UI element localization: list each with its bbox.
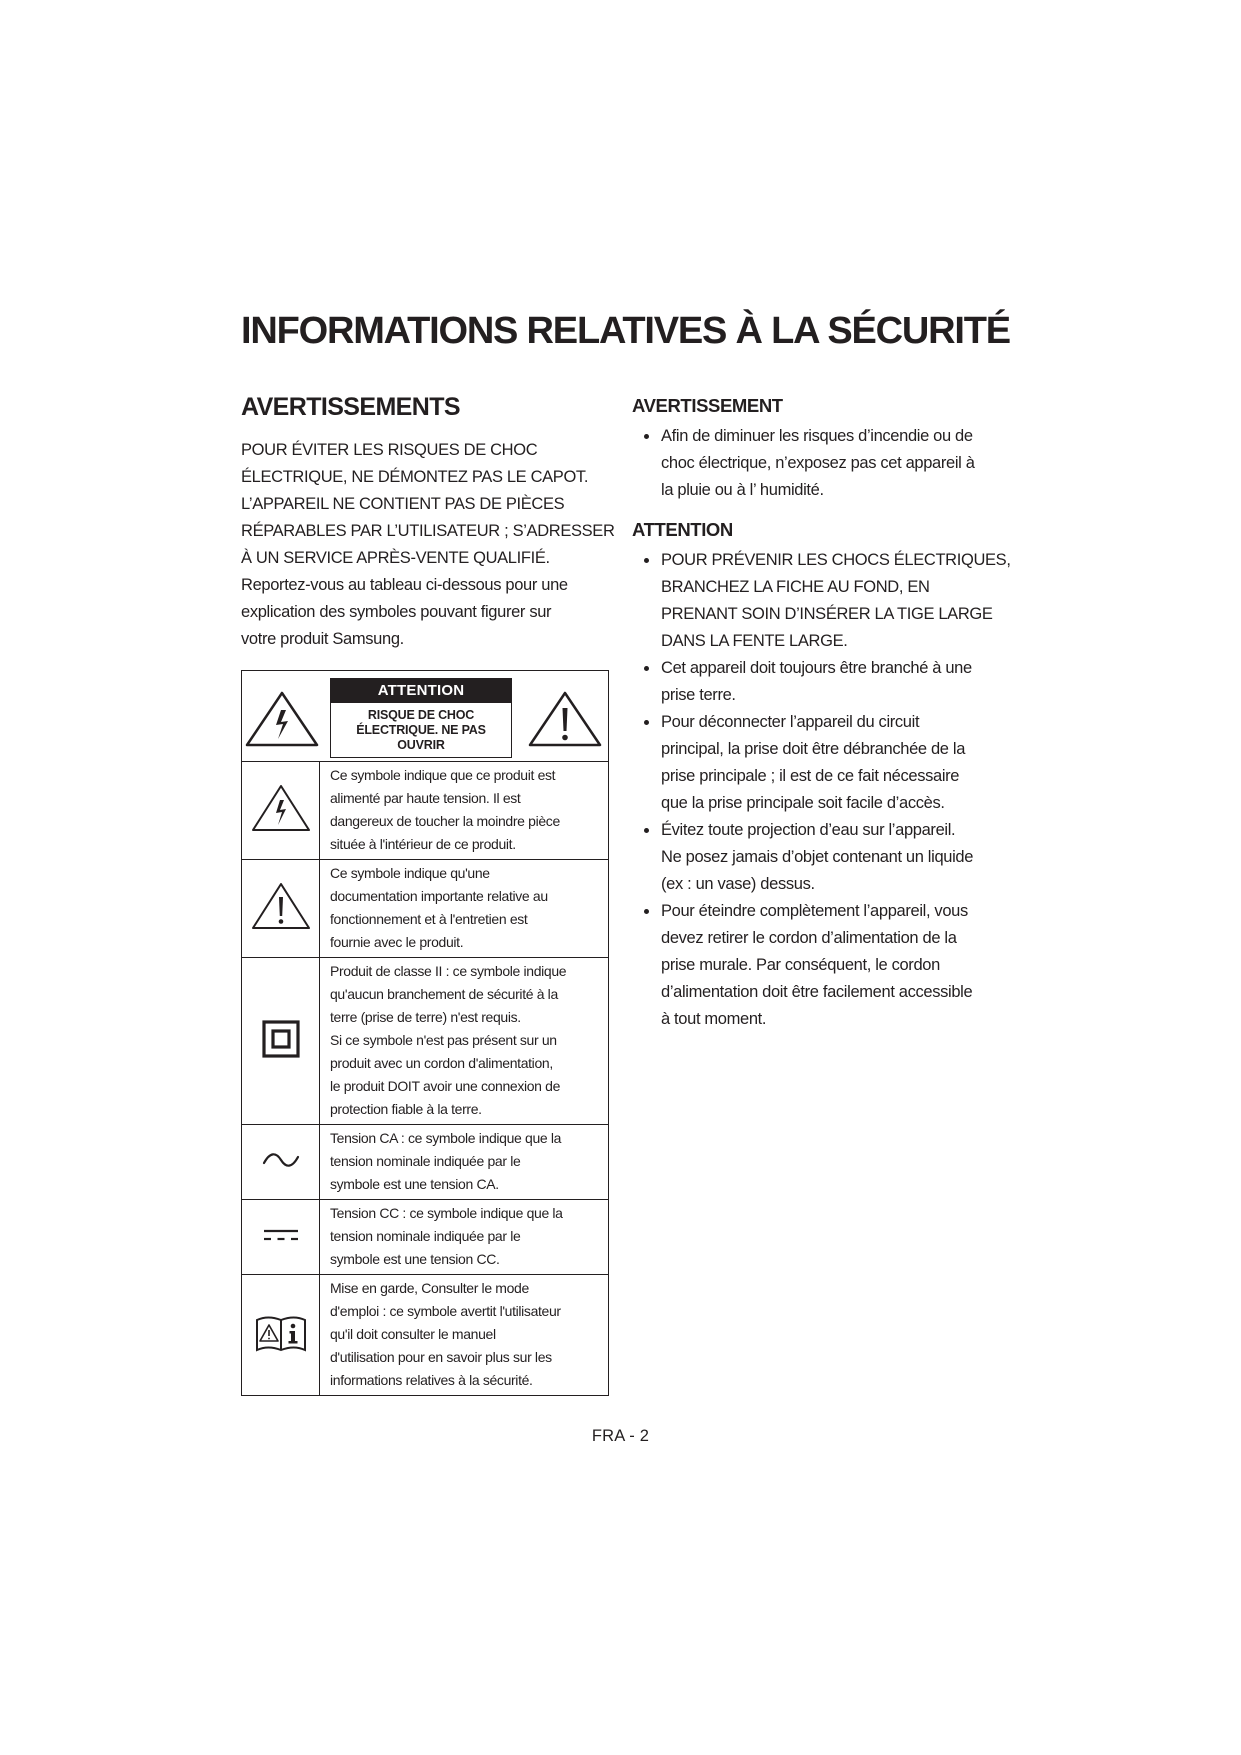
- subsection-title-avertissement: AVERTISSEMENT: [632, 395, 783, 416]
- symbol-description-line: tension nominale indiquée par le: [330, 1228, 521, 1244]
- high-voltage-triangle-icon: [250, 783, 312, 833]
- high-voltage-triangle-icon: [244, 690, 320, 748]
- symbol-row: [242, 1200, 609, 1275]
- bullet-line: BRANCHEZ LA FICHE AU FOND, EN: [661, 578, 930, 596]
- symbol-description-line: fonctionnement et à l'entretien est: [330, 911, 528, 927]
- consult-manual-icon: [254, 1313, 308, 1353]
- intro-line: explication des symboles pouvant figurer sur: [241, 603, 552, 621]
- symbol-description-line: Ce symbole indique que ce produit est: [330, 767, 556, 783]
- warning-label-cell: [242, 671, 609, 762]
- symbol-row: [242, 1275, 609, 1396]
- symbol-description: [320, 1275, 609, 1396]
- symbol-row: [242, 1125, 609, 1200]
- bullet-line: DANS LA FENTE LARGE.: [661, 632, 848, 650]
- bullet-line: Ne posez jamais d’objet contenant un liquide: [661, 848, 974, 866]
- symbol-description-line: informations relatives à la sécurité.: [330, 1372, 533, 1388]
- bullet-item: [632, 655, 1002, 709]
- caution-label-line: OUVRIR: [397, 738, 445, 752]
- symbol-description-line: produit avec un cordon d'alimentation,: [330, 1055, 553, 1071]
- symbol-description-line: d'utilisation pour en savoir plus sur les: [330, 1349, 552, 1365]
- bullet-item: [632, 423, 1002, 504]
- bullet-line: à tout moment.: [661, 1010, 767, 1028]
- caution-label-heading: ATTENTION: [331, 679, 511, 703]
- symbol-description-line: Tension CA : ce symbole indique que la: [330, 1130, 562, 1146]
- page-number: FRA - 2: [591, 1427, 650, 1445]
- bullet-line: POUR PRÉVENIR LES CHOCS ÉLECTRIQUES,: [661, 551, 1011, 569]
- bullet-line: devez retirer le cordon d’alimentation de la: [661, 929, 957, 947]
- intro-line: POUR ÉVITER LES RISQUES DE CHOC: [241, 441, 538, 459]
- symbol-description-line: qu'il doit consulter le manuel: [330, 1326, 496, 1342]
- dc-voltage-icon: [262, 1227, 300, 1243]
- symbol-description-line: symbole est une tension CA.: [330, 1176, 499, 1192]
- symbol-table: [241, 670, 609, 1396]
- symbol-description-line: d'emploi : ce symbole avertit l'utilisateur: [330, 1303, 561, 1319]
- bullet-line: prise principale ; il est de ce fait nécessaire: [661, 767, 960, 785]
- symbol-icon-cell: [242, 1125, 320, 1200]
- bullet-line: choc électrique, n’exposez pas cet appareil à: [661, 454, 975, 472]
- symbol-description-line: Ce symbole indique qu'une: [330, 865, 490, 881]
- symbol-description-line: protection fiable à la terre.: [330, 1101, 482, 1117]
- intro-line: Reportez-vous au tableau ci-dessous pour une: [241, 576, 568, 594]
- intro-line: votre produit Samsung.: [241, 630, 404, 648]
- symbol-table-header-row: [242, 671, 609, 762]
- class-ii-double-square-icon: [261, 1019, 301, 1059]
- bullet-item: [632, 547, 1011, 655]
- symbol-description-line: qu'aucun branchement de sécurité à la: [330, 986, 558, 1002]
- symbol-description-line: Mise en garde, Consulter le mode: [330, 1280, 529, 1296]
- page-title: INFORMATIONS RELATIVES À LA SÉCURITÉ: [241, 310, 1010, 352]
- intro-line: ÉLECTRIQUE, NE DÉMONTEZ PAS LE CAPOT.: [241, 468, 589, 486]
- caution-label-line: RISQUE DE CHOC: [367, 708, 475, 722]
- symbol-description: [320, 762, 609, 860]
- bullet-line: Afin de diminuer les risques d’incendie ou de: [661, 427, 973, 445]
- intro-line: L’APPAREIL NE CONTIENT PAS DE PIÈCES: [241, 495, 565, 513]
- caution-label: [330, 678, 512, 758]
- symbol-description-line: tension nominale indiquée par le: [330, 1153, 521, 1169]
- symbol-description-line: symbole est une tension CC.: [330, 1251, 500, 1267]
- subsection-title-attention: ATTENTION: [632, 519, 733, 540]
- bullet-line: la pluie ou à l’ humidité.: [661, 481, 824, 499]
- section-title-avertissements: AVERTISSEMENTS: [241, 393, 460, 421]
- bullet-line: que la prise principale soit facile d’accès.: [661, 794, 945, 812]
- symbol-description-line: alimenté par haute tension. Il est: [330, 790, 521, 806]
- symbol-row: [242, 958, 609, 1125]
- symbol-description: [320, 958, 609, 1125]
- symbol-icon-cell: [242, 860, 320, 958]
- intro-paragraph: [241, 437, 615, 653]
- bullet-line: d’alimentation doit être facilement accessible: [661, 983, 973, 1001]
- bullet-line: Pour éteindre complètement l’appareil, vous: [661, 902, 968, 920]
- symbol-row: [242, 860, 609, 958]
- symbol-description: [320, 1200, 609, 1275]
- symbol-description-line: située à l'intérieur de ce produit.: [330, 836, 516, 852]
- symbol-icon-cell: [242, 1275, 320, 1396]
- bullet-item: [632, 898, 1002, 1033]
- symbol-description: [320, 1125, 609, 1200]
- ac-voltage-wave-icon: [261, 1150, 301, 1170]
- bullet-item: [632, 817, 1002, 898]
- symbol-icon-cell: [242, 958, 320, 1125]
- right-column: [632, 394, 1011, 1033]
- exclamation-triangle-icon: [527, 690, 603, 748]
- symbol-description-line: Si ce symbole n'est pas présent sur un: [330, 1032, 557, 1048]
- caution-label-line: ÉLECTRIQUE. NE PAS: [356, 723, 486, 737]
- symbol-icon-cell: [242, 762, 320, 860]
- bullet-line: Cet appareil doit toujours être branché à une: [661, 659, 972, 677]
- bullet-line: principal, la prise doit être débranchée de la: [661, 740, 966, 758]
- bullet-line: PRENANT SOIN D’INSÉRER LA TIGE LARGE: [661, 605, 993, 623]
- exclamation-triangle-icon: [250, 881, 312, 931]
- bullet-line: Évitez toute projection d’eau sur l’appareil.: [661, 821, 956, 839]
- symbol-description-line: Produit de classe II : ce symbole indique: [330, 963, 567, 979]
- symbol-description-line: le produit DOIT avoir une connexion de: [330, 1078, 561, 1094]
- left-column: [241, 392, 615, 1396]
- symbol-description-line: Tension CC : ce symbole indique que la: [330, 1205, 563, 1221]
- symbol-description-line: fournie avec le produit.: [330, 934, 464, 950]
- symbol-description-line: dangereux de toucher la moindre pièce: [330, 813, 560, 829]
- symbol-row: [242, 762, 609, 860]
- bullet-line: (ex : un vase) dessus.: [661, 875, 815, 893]
- symbol-description-line: documentation importante relative au: [330, 888, 548, 904]
- intro-line: RÉPARABLES PAR L’UTILISATEUR ; S’ADRESSER: [241, 522, 615, 540]
- bullet-item: [632, 709, 1002, 817]
- bullet-line: prise murale. Par conséquent, le cordon: [661, 956, 940, 974]
- symbol-icon-cell: [242, 1200, 320, 1275]
- intro-line: À UN SERVICE APRÈS-VENTE QUALIFIÉ.: [241, 549, 550, 567]
- symbol-description: [320, 860, 609, 958]
- bullet-line: Pour déconnecter l’appareil du circuit: [661, 713, 920, 731]
- symbol-description-line: terre (prise de terre) n'est requis.: [330, 1009, 521, 1025]
- attention-list: [632, 547, 1011, 1033]
- bullet-line: prise terre.: [661, 686, 736, 704]
- avertissement-list: [632, 423, 1002, 504]
